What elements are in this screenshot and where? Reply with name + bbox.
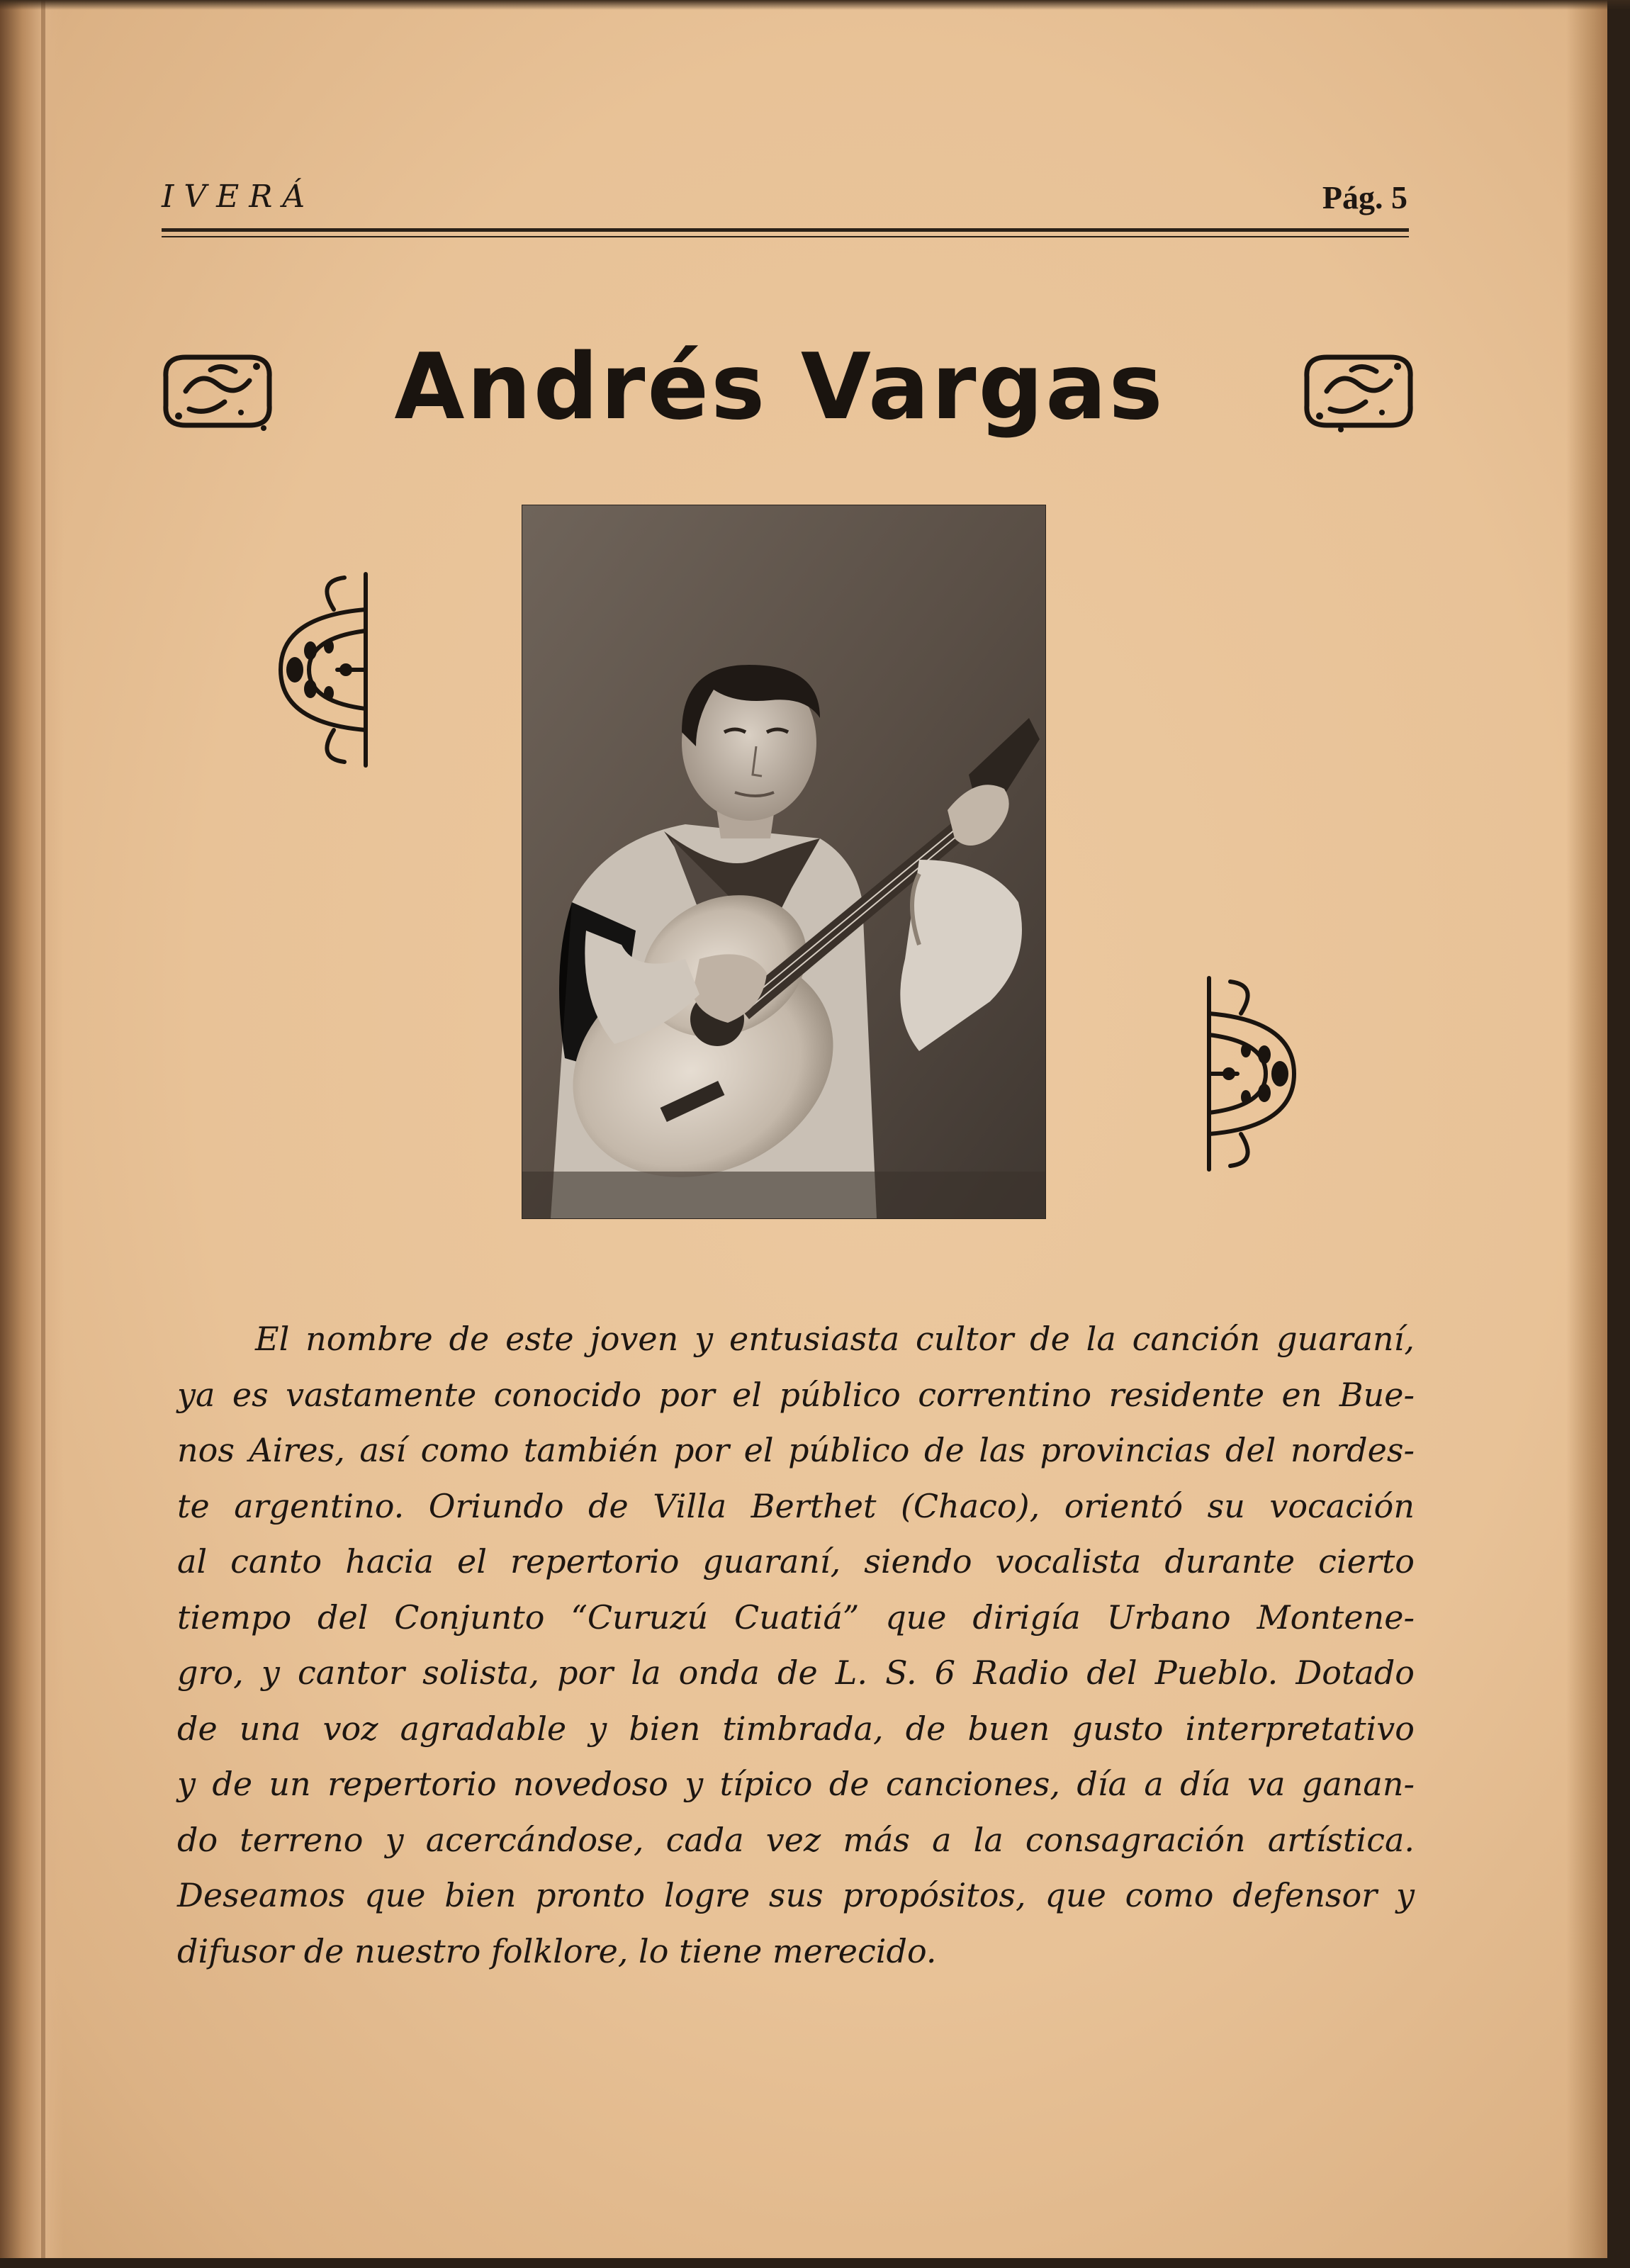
body-line: al canto hacia el repertorio guaraní, siendo vocalista durante cierto: [177, 1542, 1415, 1581]
scan-background-bottom: [0, 2258, 1630, 2268]
body-line: ya es vastamente conocido por el público correntino residente en Bue-: [177, 1375, 1415, 1414]
page-number: Pág. 5: [1322, 179, 1407, 215]
scroll-ornament-icon: [1298, 349, 1419, 434]
body-line: te argentino. Oriundo de Villa Berthet (Chaco), orientó su vocación: [177, 1486, 1415, 1525]
body-line: nos Aires, así como también por el público de las provincias del nordes-: [177, 1431, 1415, 1469]
portrait-photo-guitarist: [522, 505, 1046, 1219]
spine-shadow: [0, 0, 64, 2258]
scan-background-right: [1607, 0, 1630, 2268]
header-rule-thin: [162, 236, 1409, 237]
body-line: difusor de nuestro folklore, lo tiene merecido.: [177, 1931, 937, 1970]
magazine-name: IVERÁ: [162, 179, 315, 215]
article-body: [177, 1311, 1415, 1979]
page-right-edge: [1566, 0, 1607, 2258]
body-line: de una voz agradable y bien timbrada, de buen gusto interpretativo: [177, 1709, 1415, 1748]
body-line: El nombre de este joven y entusiasta cultor de la canción guaraní,: [255, 1320, 1415, 1358]
fleuron-ornament-icon: [1202, 971, 1308, 1177]
body-line: y de un repertorio novedoso y típico de canciones, día a día va ganan-: [177, 1765, 1415, 1803]
running-head: [162, 179, 1409, 221]
body-line: Deseamos que bien pronto logre sus propósitos, que como defensor y: [177, 1876, 1415, 1914]
spine-fold: [41, 0, 45, 2258]
header-rule-thick: [162, 228, 1409, 232]
scan-background-top: [0, 0, 1630, 10]
body-line: tiempo del Conjunto “Curuzú Cuatiá” que dirigía Urbano Montene-: [177, 1598, 1415, 1637]
article-title: Andrés Vargas: [394, 335, 1165, 440]
body-line: do terreno y acercándose, cada vez más a la consagración artística.: [177, 1820, 1415, 1859]
scroll-ornament-icon: [157, 349, 278, 434]
fleuron-ornament-icon: [266, 567, 373, 773]
body-line: gro, y cantor solista, por la onda de L. S. 6 Radio del Pueblo. Dotado: [177, 1654, 1415, 1692]
